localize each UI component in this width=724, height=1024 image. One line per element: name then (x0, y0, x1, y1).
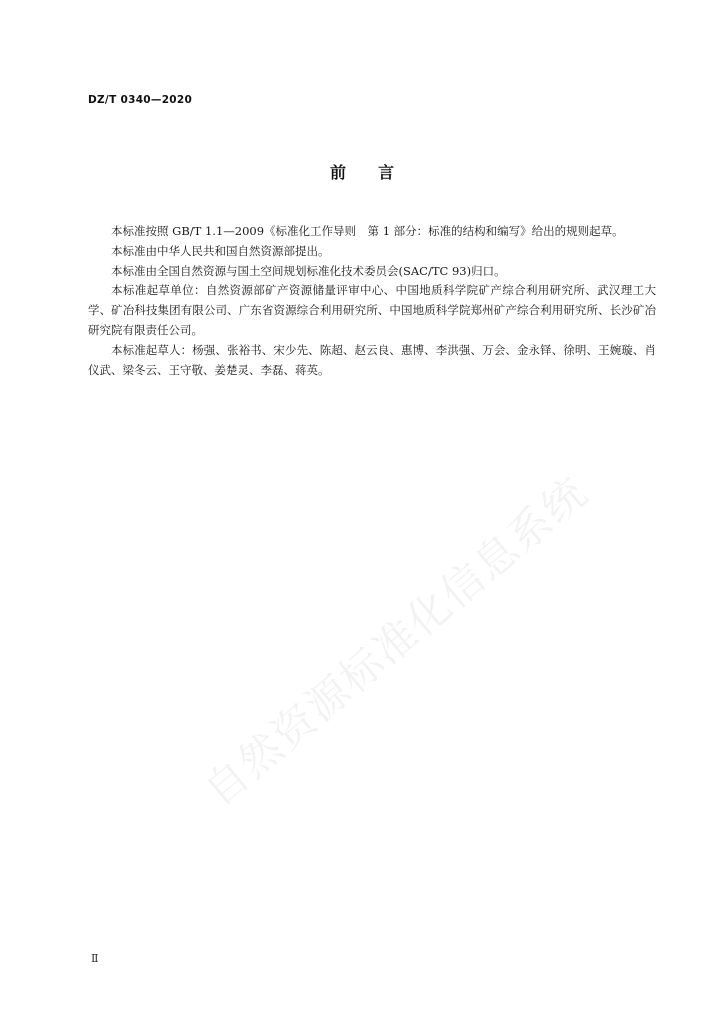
paragraph-drafting-rules: 本标准按照 GB/T 1.1—2009《标准化工作导则 第 1 部分：标准的结构和编写》给出的规则起草。 (111, 224, 624, 238)
watermark: 自然资源标准化信息系统 (194, 467, 598, 816)
page-title: 前 言 (329, 163, 394, 182)
paragraph-drafters: 本标准起草人：杨强、张裕书、宋少先、陈超、赵云良、惠博、李洪强、万会、金永铎、徐明、王婉璇、肖仪武、梁冬云、王守敬、姜楚灵、李磊、蒋英。 (88, 342, 656, 377)
paragraph-responsible-committee: 本标准由全国自然资源与国土空间规划标准化技术委员会(SAC/TC 93)归口。 (111, 263, 506, 278)
page-number: Ⅱ (91, 952, 99, 965)
body-text (88, 222, 656, 380)
standard-number: DZ/T 0340—2020 (88, 94, 193, 106)
paragraph-drafting-units: 本标准起草单位：自然资源部矿产资源储量评审中心、中国地质科学院矿产综合利用研究所、武汉理工大学、矿冶科技集团有限公司、广东省资源综合利用研究所、中国地质科学院郑州矿产综合利用研究所、长沙矿冶研究院有限责任公司。 (88, 283, 656, 337)
paragraph-proposer: 本标准由中华人民共和国自然资源部提出。 (111, 243, 330, 258)
